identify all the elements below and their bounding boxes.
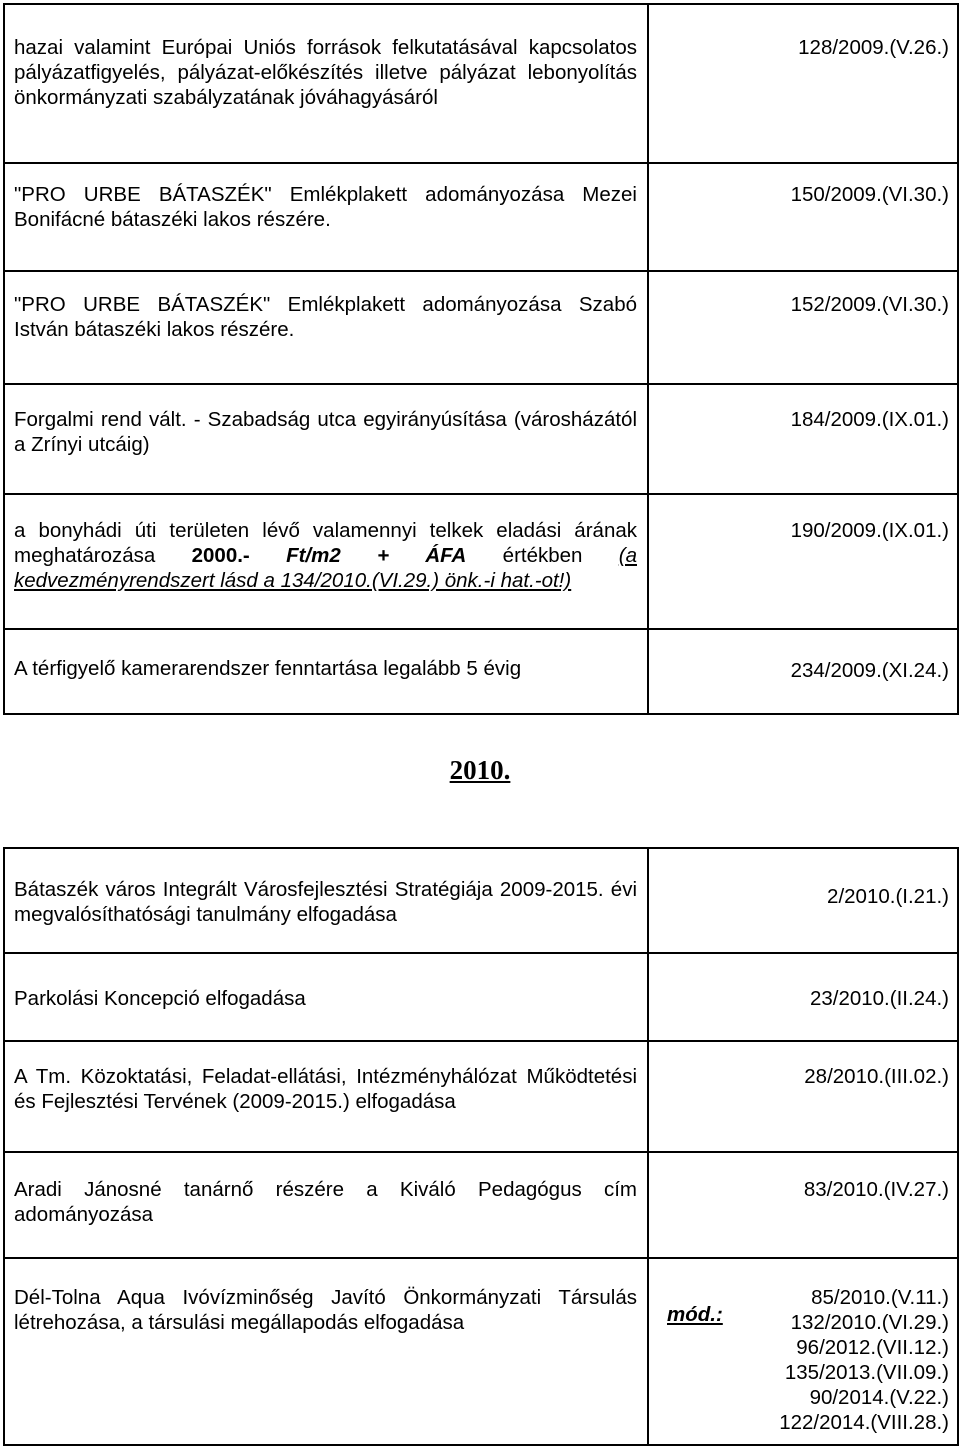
year-heading: 2010. — [449, 755, 511, 785]
resolution-number: 152/2009.(VI.30.) — [790, 293, 949, 316]
resolution-number: 23/2010.(II.24.) — [809, 987, 949, 1010]
resolution-number: 83/2010.(IV.27.) — [803, 1178, 949, 1201]
resolution-number: 85/2010.(V.11.) — [811, 1286, 949, 1309]
resolutions-table-2010 — [3, 847, 959, 1446]
table-row — [4, 629, 958, 714]
resolution-number: 28/2010.(III.02.) — [804, 1065, 949, 1088]
resolution-number: 150/2009.(VI.30.) — [790, 183, 949, 206]
resolution-description: Bátaszék város Integrált Városfejlesztési Stratégiája 2009-2015. évi megvalósíthatósági tanulmány elfogadása — [4, 848, 648, 953]
modification-number: 96/2012.(VII.12.) — [796, 1336, 949, 1359]
modification-number: 135/2013.(VII.09.) — [784, 1361, 949, 1384]
resolution-description: Parkolási Koncepció elfogadása — [4, 953, 648, 1041]
table-row — [4, 494, 958, 629]
table-row — [4, 953, 958, 1041]
resolution-description: "PRO URBE BÁTASZÉK" Emlékplakett adományozása Mezei Bonifácné bátaszéki lakos részére. — [4, 163, 648, 271]
resolution-number: 2/2010.(I.21.) — [827, 885, 949, 908]
table-row — [4, 163, 958, 271]
resolution-description: Aradi Jánosné tanárnő részére a Kiváló Pedagógus cím adományozása — [4, 1152, 648, 1258]
resolution-number: 184/2009.(IX.01.) — [790, 408, 949, 431]
resolution-description: Forgalmi rend vált. - Szabadság utca egyirányúsítása (városházától a Zrínyi utcáig) — [4, 384, 648, 494]
resolution-description: A Tm. Közoktatási, Feladat-ellátási, Intézményhálózat Működtetési és Fejlesztési Tervének (2009-2015.) elfogadása — [4, 1041, 648, 1152]
table-row — [4, 271, 958, 384]
table-row — [4, 384, 958, 494]
table-row — [4, 1041, 958, 1152]
modification-number: 122/2014.(VIII.28.) — [779, 1411, 949, 1434]
resolution-description: Dél-Tolna Aqua Ivóvízminőség Javító Önkormányzati Társulás létrehozása, a társulási megállapodás elfogadása — [4, 1258, 648, 1445]
resolution-number: 190/2009.(IX.01.) — [790, 519, 949, 542]
resolution-number: 128/2009.(V.26.) — [798, 36, 949, 59]
table-row — [4, 1258, 958, 1445]
resolution-description: "PRO URBE BÁTASZÉK" Emlékplakett adományozása Szabó István bátaszéki lakos részére. — [4, 271, 648, 384]
table-row — [4, 4, 958, 163]
modification-number: 132/2010.(VI.29.) — [790, 1311, 949, 1334]
resolution-description: a bonyhádi úti területen lévő valamennyi telkek eladási árának meghatározása 2000.- Ft/m2 + ÁFA értékben (a kedvezményrendszert lásd a 134/2010.(VI.29.) önk.-i hat.-ot!) — [4, 494, 648, 629]
resolutions-table-2009 — [3, 3, 959, 715]
modification-number: 90/2014.(V.22.) — [809, 1386, 949, 1409]
resolution-description: A térfigyelő kamerarendszer fenntartása legalább 5 évig — [4, 629, 648, 714]
resolution-description: hazai valamint Európai Uniós források felkutatásával kapcsolatos pályázatfigyelés, pályázat-előkészítés illetve pályázat lebonyolítás önkormányzati szabályzatának jóváhagyásáról — [4, 4, 648, 163]
table-row — [4, 1152, 958, 1258]
modification-label: mód.: — [667, 1303, 723, 1326]
resolution-number: 234/2009.(XI.24.) — [790, 659, 949, 682]
table-row — [4, 848, 958, 953]
